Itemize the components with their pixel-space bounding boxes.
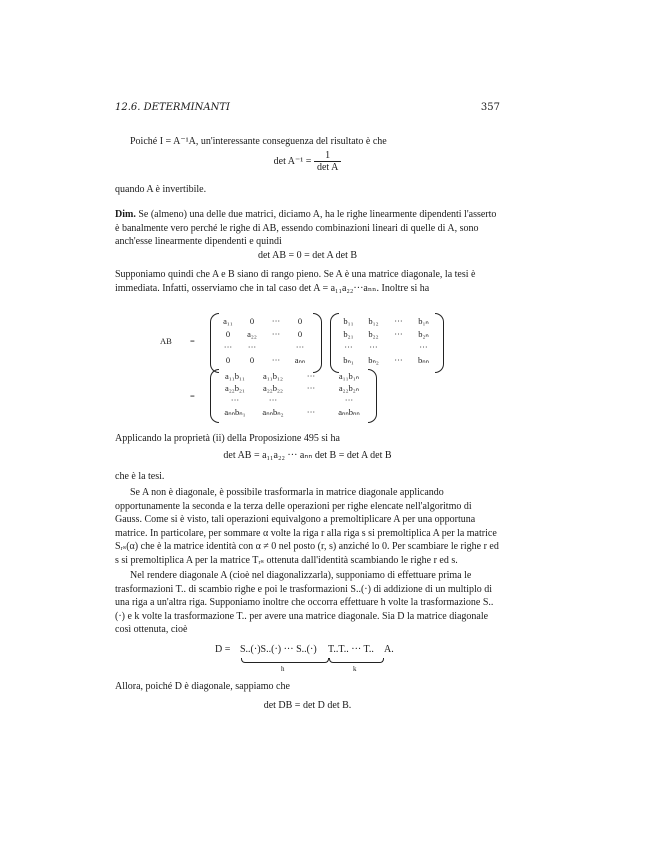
matrix-b-cell: b₂ₙ	[418, 329, 429, 339]
matrix-a-cell: a₁₁	[223, 316, 233, 326]
matrix-c-cell: aₙₙbₙ₁	[224, 407, 246, 417]
paragraph-non-diagonal: Se A non è diagonale, è possibile trasformarla in matrice diagonale applicando opportunamente la seconda e la terza delle operazioni per righe elencate nell'algoritmo di Gauss. Come si è visto, tali operazioni equivalgono a premoltiplicare A per una opportuna matrice. In particolare, per sommare α volte la riga r alla riga s si premoltiplica A per la matrice Sᵣₛ(α) che è la matrice identità con α ≠ 0 nel posto (r, s) anziché lo 0. Per scambiare le righe r ed s si premoltiplica A per la matrice Tᵣₛ ottenuta dall'identità scambiando le righe r ed s.	[115, 487, 499, 566]
matrix-a-cell: 0	[225, 355, 231, 365]
proof-text: Se (almeno) una delle due matrici, diciamo A, ha le righe linearmente dipendenti l'asserto è banalmente vero perché le righe di AB, essendo combinazioni lineari di quelle di A, sono anch'esse linearmente dipendenti e quindi	[115, 209, 497, 248]
matrix-c-cell: a₁₁b₁ₙ	[338, 371, 360, 381]
matrix-c-cell: a₂₂b₂ₙ	[338, 383, 360, 393]
matrix-b-cell: b₁₁	[343, 316, 354, 326]
fraction-numerator: 1	[325, 150, 331, 161]
matrix-equals-1: =	[190, 336, 195, 346]
matrix-a-cell: a₂₂	[247, 329, 257, 339]
paragraph-full-rank: Supponiamo quindi che A e B siano di rango pieno. Se A è una matrice diagonale, la tesi è immediata. Infatti, osserviamo che in tal caso det A = a₁₁a₂₂···aₙₙ. Inoltre si ha	[115, 269, 476, 294]
matrix-a-cell: 0	[249, 316, 255, 326]
proof-paragraph	[115, 208, 500, 249]
matrix-c-cell: a₂₂b₂₁	[225, 383, 245, 393]
matrix-a-cell: aₙₙ	[294, 355, 306, 365]
matrix-a-cell: ···	[223, 342, 233, 352]
eq4-s-part: S..(·)S..(·) ··· S..(·)	[240, 644, 317, 655]
running-header	[115, 102, 500, 116]
paragraph-intro: Poiché I = A⁻¹A, un'interessante conseguenza del risultato è che	[130, 136, 387, 147]
matrix-equals-2: =	[190, 391, 195, 401]
matrix-b-cell: b₁ₙ	[418, 316, 429, 326]
paragraph-conclusion: Allora, poiché D è diagonale, sappiamo che	[115, 681, 290, 692]
page-number: 357	[480, 102, 500, 113]
matrix-b-cell: b₂₂	[368, 329, 379, 339]
fraction	[314, 150, 341, 173]
matrix-a-cell: 0	[297, 329, 303, 339]
paragraph-invertible: quando A è invertibile.	[115, 184, 207, 195]
matrix-lhs: AB	[160, 336, 172, 346]
underbrace-h	[241, 658, 329, 663]
underbrace-k	[329, 658, 384, 663]
matrix-c-cell: a₁₁b₁₂	[263, 371, 283, 381]
matrix-c-cell: ···	[306, 383, 316, 393]
matrix-c-cell: ···	[306, 407, 316, 417]
paragraph-diagonalize: Nel rendere diagonale A (cioè nel diagonalizzarla), supponiamo di effettuare prima le trasformazioni T.. di scambio righe e poi le trasformazioni S..(·) di addizione di un multiplo di una riga a un'altra riga. Supponiamo inoltre che occorra effettuare h volte la trasformazione S..(·) e k volte la trasformazione T.. per avere una matrice diagonale. Sia D la matrice diagonale così ottenuta, cioè	[115, 570, 494, 636]
matrix-b-right-paren	[435, 313, 444, 373]
matrix-b-cell: ···	[419, 342, 428, 352]
matrix-a-cell: ···	[271, 316, 281, 326]
matrix-b-cell: bₙ₁	[343, 355, 354, 365]
matrix-b-cell: b₁₂	[368, 316, 379, 326]
matrix-c-cell: aₙₙbₙₙ	[338, 407, 360, 417]
section-title: 12.6. DETERMINANTI	[115, 102, 230, 113]
eq1-lhs: det A⁻¹ =	[273, 155, 312, 167]
equation-diagonal-det: det AB = a₁₁a₂₂ ··· aₙₙ det B = det A det B	[223, 450, 392, 461]
matrix-b-cell: ···	[394, 329, 403, 339]
matrix-a-cell: ···	[271, 329, 281, 339]
equation-det-db: det DB = det D det B.	[263, 700, 352, 711]
matrix-c-right-paren	[368, 369, 377, 423]
paragraph-thesis: che è la tesi.	[115, 471, 165, 482]
matrix-b-cell: ···	[394, 355, 403, 365]
matrix-c-cell: a₂₂b₂₂	[263, 383, 283, 393]
matrix-c-cell: ···	[344, 395, 354, 405]
equation-det-inverse	[115, 150, 500, 173]
matrix-c-cell: aₙₙbₙ₂	[262, 407, 284, 417]
paragraph-proposition: Applicando la proprietà (ii) della Proposizione 495 si ha	[115, 433, 340, 444]
matrix-c-cell: ···	[230, 395, 240, 405]
fraction-denominator: det A	[314, 161, 341, 173]
matrix-c-cell: a₁₁b₁₁	[225, 371, 245, 381]
eq4-t-part: T..T.. ··· T..	[328, 644, 374, 655]
matrix-b-cell: bₙₙ	[417, 355, 430, 365]
matrix-c-cell: ···	[306, 371, 316, 381]
brace-label-k: k	[353, 665, 357, 673]
matrix-c-cell: ···	[268, 395, 278, 405]
matrix-b-cell: ···	[344, 342, 353, 352]
equation-zero: det AB = 0 = det A det B	[257, 250, 358, 261]
matrix-b-cell: ···	[369, 342, 378, 352]
matrix-a-cell: ···	[271, 355, 281, 365]
proof-label: Dim.	[115, 209, 136, 220]
matrix-b-cell: bₙ₂	[368, 355, 379, 365]
matrix-a-cell: 0	[249, 355, 255, 365]
matrix-a-cell: ···	[247, 342, 257, 352]
matrix-b-cell: ···	[394, 316, 403, 326]
matrix-b-cell: b₂₁	[343, 329, 354, 339]
matrix-a-cell: 0	[297, 316, 303, 326]
brace-label-h: h	[281, 665, 285, 673]
matrix-a-cell: ···	[295, 342, 305, 352]
eq4-tail: A.	[384, 644, 394, 655]
matrix-a-right-paren	[313, 313, 322, 373]
eq4-lhs: D =	[215, 644, 231, 655]
matrix-a-cell: 0	[225, 329, 231, 339]
